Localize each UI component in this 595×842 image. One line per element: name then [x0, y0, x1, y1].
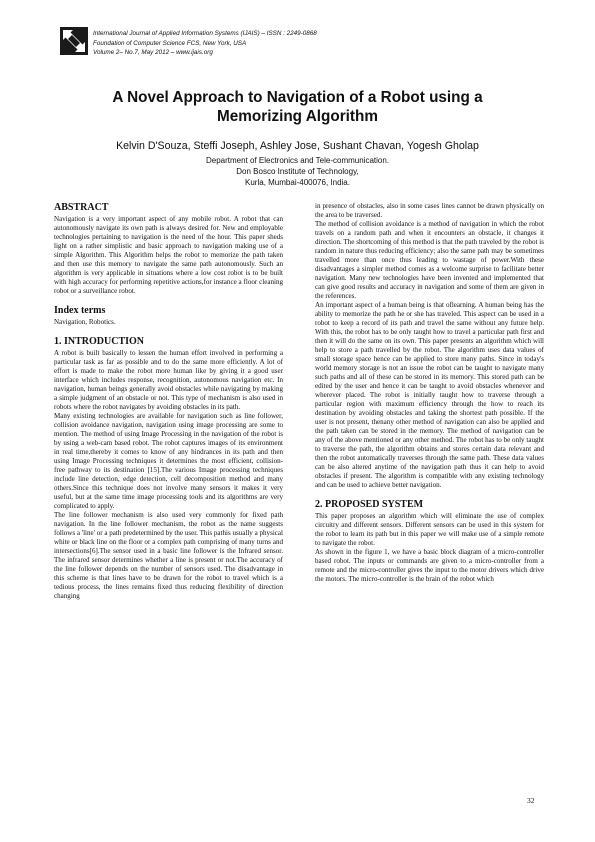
introduction-heading: 1. INTRODUCTION	[54, 336, 145, 347]
introduction-paragraph-3: The line follower mechanism is also used very commonly for fixed path navigation. In the line follower mechanism, the robot as the name suggests follows a 'line' or a path predetermined by the user. This pathis usually a physical white or black line on the floor or a complex path comprising of many turns and intersections[6].The sensor used in a basic line follower is the Infrared sensor. The infrared sensor determines whether a line is present or not.The accuracy of the line follower depends on the number of sensors used. The disadvantage in this scheme is that lines have to be drawn for the robot to travel which is a tedious process, the lines remains fixed thus reducing flexibility of direction changing	[54, 511, 283, 600]
title-line-2: Memorizing Algorithm	[217, 108, 378, 125]
affiliation	[40, 155, 555, 188]
affiliation-institute: Don Bosco Institute of Technology,	[236, 167, 359, 176]
journal-name: International Journal of Applied Information Systems (IJAIS) – ISSN : 2249-0868	[93, 30, 317, 37]
introduction-paragraph-4: in presence of obstacles, also in some cases lines cannot be drawn physically on the area to be traversed.	[315, 202, 544, 219]
index-terms-heading: Index terms	[54, 305, 106, 316]
paper-title	[40, 88, 555, 126]
abstract-heading: ABSTRACT	[54, 202, 109, 213]
affiliation-department: Department of Electronics and Tele-communication.	[205, 156, 390, 165]
journal-volume: Volume 2– No.7, May 2012 – www.ijais.org	[93, 49, 213, 57]
page-number: 32	[527, 796, 535, 805]
introduction-paragraph-5: The method of collision avoidance is a method of navigation in which the robot travels on a random path and when it encounters an obstacle, it changes it direction. The shortcoming of this method is that the path traveled by the robot is random in nature thus reducing efficiency; also the same path may be sometimes travelled more than once thus leading to wastage of power.With these disadvantages a simpler method comes as a welcome surprise to facilitate better navigation. Many new technologies have been invented and implemented that can give good results and accuracy in navigation and some of them are given in the references.	[315, 220, 544, 300]
introduction-paragraph-1: A robot is built basically to lessen the human effort involved in performing a particular task as far as possible and to do the same more efficiently. A lot of effort is made to make the robot more human like by giving it a good user interface which includes response, recognition, autonomous navigation etc. In navigation, human beings generally avoid obstacles while navigating by making a simple judgment of an obstacle or not. This type of mechanism is also used in robots where the robot navigates by avoiding obstacles in its path.	[54, 349, 283, 411]
proposed-paragraph-1: This paper proposes an algorithm which will eliminate the use of complex circuitry and different sensors. Different sensors can be used in this system for the robot to learn its path but in this paper we will make use of a simple remote to navigate the robot.	[315, 512, 544, 547]
title-line-1: A Novel Approach to Navigation of a Robot using a	[112, 89, 483, 106]
journal-header	[93, 29, 317, 58]
proposed-system-heading: 2. PROPOSED SYSTEM	[315, 499, 424, 510]
right-column	[315, 202, 544, 584]
proposed-paragraph-2: As shown in the figure 1, we have a basic block diagram of a micro-controller based robot. The inputs or commands are given to a micro-controller from a remote and the micro-controller gives the input to the motor drivers which drive the motors. The micro-controller is the brain of the robot which	[315, 548, 544, 583]
journal-publisher: Foundation of Computer Science FCS, New York, USA	[93, 39, 247, 47]
introduction-paragraph-2: Many existing technologies are available for navigation such as line follower, collision avoidance navigation, navigation using image processing are some to mention. The method of using Image Processing in the navigation of the robot is by using a web-cam based robot. The robot captures images of its environment in real time,thereby it comes to know of any hindrances in its path and then using Image Processing techniques it determines the most efficient, collision-free pathway to its destination [15].The various Image processing techniques include line detection, edge detection, cell decomposition method and many others.Since this technique does not involve many sensors it makes it very useful, but at the same time image processing tools and its algorithms are very complicated to apply.	[54, 412, 283, 510]
index-terms-text: Navigation, Robotics.	[54, 318, 116, 326]
author-list: Kelvin D'Souza, Steffi Joseph, Ashley Jose, Sushant Chavan, Yogesh Gholap	[116, 140, 479, 152]
affiliation-address: Kurla, Mumbai-400076, India.	[245, 178, 350, 187]
left-column	[54, 202, 283, 601]
abstract-text: Navigation is a very important aspect of any mobile robot. A robot that can autonomously navigate its own path is always desired for. New and employable technologies pertaining to navigation is the need of the hour. This paper sheds light on a rather simplistic and basic approach to navigation making use of a simple Algorithm. This Algorithm helps the robot to memorize the path taken and then use this memory to navigate the same path autonomously. Such an algorithm is very applicable in situations where a low cost robot is to be built with high accuracy for performing repetitive actions,for instance a floor cleaning robot or a surveillance robot.	[54, 215, 283, 295]
introduction-paragraph-6: An important aspect of a human being is that oflearning. A human being has the ability to memorize the path he or she has traveled. This aspect can be used in a robot to keep a record of its path and travel the same without any future help. With this, the robot has to be only taught how to travel a particular path first and then it will do the same on its own. This paper presents an algorithm which will help to store a path travelled by the robot. The algorithm uses data values of small storage space hence can be applied to store many paths. Since in today's world memory storage is not an issue the robot can be taught to navigate many such paths and all of these can be stored in its memory. This stored path can be edited by the user and hence it can be taught to avoid obstacles whenever and wherever placed. The robot is initially taught how to traverse through a particular region with maximum efficiency through the how to reach its destination by avoiding obstacles and taking the shortest path possible. If the user is not present, thenany other method of navigation can also be applied and the path taken can be stored in the memory. The method of navigation can be any of the above mentioned or any other method. The robot has to be only taught to traverse the path, the algorithm obtains and stores certain data relevant and then the robot automatically traverses through the same path. These data values can be also altered anytime of the navigation path thus it can help to avoid obstacles if present. The algorithm is compatible with any existing technology and can be used to achieve better navigation.	[315, 301, 544, 489]
journal-logo-icon	[60, 27, 88, 55]
